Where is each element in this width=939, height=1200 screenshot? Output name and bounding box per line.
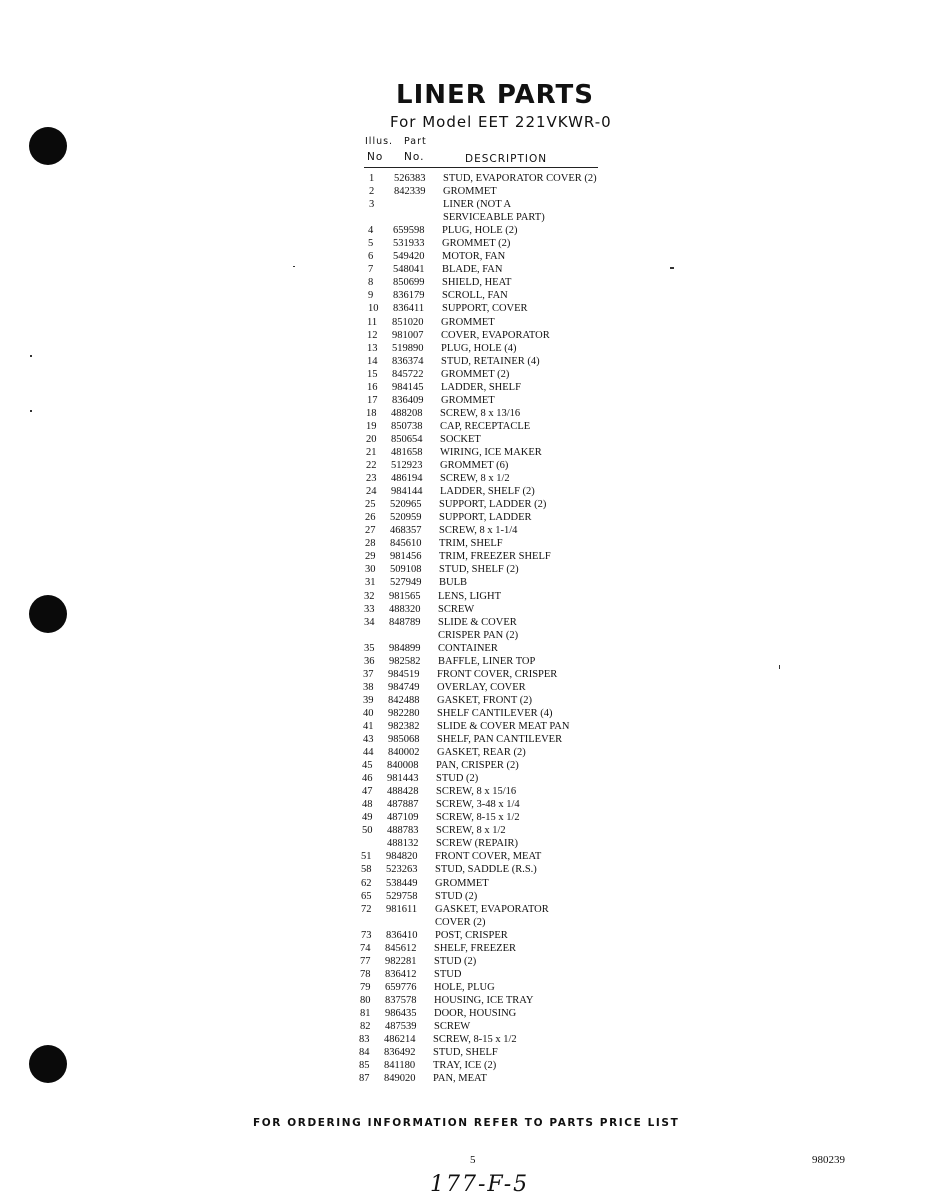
- header-illus: Illus.: [365, 136, 394, 147]
- part-description: SLIDE & COVER: [438, 616, 517, 628]
- part-number: 981565: [389, 590, 421, 602]
- illus-number: 62: [361, 877, 372, 889]
- table-row: [0, 316, 939, 329]
- part-description: MOTOR, FAN: [442, 251, 506, 263]
- table-row: [0, 198, 939, 211]
- part-description: PLUG, HOLE (4): [441, 342, 517, 354]
- table-row: [0, 433, 939, 446]
- table-row: [0, 629, 939, 642]
- illus-number: 1: [369, 173, 375, 184]
- table-row: [0, 616, 939, 629]
- ordering-footer: FOR ORDERING INFORMATION REFER TO PARTS PRICE LIST: [253, 1117, 680, 1129]
- part-description: BLADE, FAN: [442, 264, 503, 276]
- part-number: 984519: [388, 668, 420, 680]
- illus-number: 25: [365, 499, 376, 511]
- part-number: 842339: [394, 186, 426, 198]
- header-part-no: No.: [404, 151, 425, 163]
- table-row: [0, 863, 939, 876]
- table-row: [0, 694, 939, 707]
- part-description: STUD, SADDLE (R.S.): [435, 864, 537, 876]
- part-description: POST, CRISPER: [435, 929, 508, 941]
- illus-number: 5: [368, 238, 374, 250]
- illus-number: 79: [360, 981, 371, 993]
- illus-number: 21: [366, 446, 377, 458]
- table-row: [0, 550, 939, 563]
- table-row: [0, 850, 939, 863]
- part-description: GROMMET: [435, 877, 489, 889]
- table-row: [0, 276, 939, 289]
- table-row: [0, 707, 939, 720]
- header-description: DESCRIPTION: [465, 153, 548, 165]
- part-description: SHELF, PAN CANTILEVER: [437, 734, 563, 746]
- part-number: 984145: [392, 381, 424, 393]
- table-row: [0, 368, 939, 381]
- illus-number: 7: [368, 264, 374, 276]
- illus-number: 44: [363, 747, 374, 759]
- illus-number: 8: [368, 277, 374, 289]
- part-description: SOCKET: [440, 433, 481, 445]
- table-row: [0, 342, 939, 355]
- part-description: SCREW, 8-15 x 1/2: [436, 812, 520, 824]
- part-number: 982582: [389, 655, 421, 667]
- table-row: [0, 642, 939, 655]
- part-number: 842488: [388, 694, 420, 706]
- part-description: CAP, RECEPTACLE: [440, 420, 531, 432]
- part-description: FRONT COVER, CRISPER: [437, 668, 558, 680]
- illus-number: 30: [365, 564, 376, 576]
- part-description: HOUSING, ICE TRAY: [434, 994, 534, 1006]
- part-number: 538449: [386, 877, 418, 889]
- table-row: [0, 890, 939, 903]
- table-row: [0, 250, 939, 263]
- illus-number: 24: [366, 486, 377, 498]
- illus-number: 82: [360, 1021, 371, 1033]
- part-description: SCREW, 8 x 1-1/4: [439, 525, 518, 537]
- table-row: [0, 224, 939, 237]
- illus-number: 14: [367, 355, 378, 367]
- table-row: [0, 668, 939, 681]
- part-description: LENS, LIGHT: [438, 590, 501, 602]
- part-description: STUD, SHELF: [433, 1047, 498, 1059]
- table-row: [0, 981, 939, 994]
- part-description: COVER (2): [435, 916, 486, 928]
- table-row: [0, 681, 939, 694]
- illus-number: 50: [362, 825, 373, 837]
- part-number: 488208: [391, 407, 423, 419]
- table-row: [0, 394, 939, 407]
- illus-number: 46: [362, 773, 373, 785]
- illus-number: 80: [360, 994, 371, 1006]
- illus-number: 6: [368, 251, 374, 263]
- illus-number: 31: [365, 577, 376, 589]
- table-row: [0, 355, 939, 368]
- part-number: 981007: [392, 329, 424, 341]
- part-number: 981456: [390, 551, 422, 563]
- part-description: DOOR, HOUSING: [434, 1008, 517, 1019]
- part-description: SHELF, FREEZER: [434, 942, 517, 954]
- illus-number: 72: [361, 903, 372, 915]
- part-description: SHIELD, HEAT: [442, 277, 512, 289]
- illus-number: 18: [366, 407, 377, 419]
- part-description: GASKET, EVAPORATOR: [435, 903, 549, 915]
- part-number: 836179: [393, 290, 425, 302]
- handwritten-note: 177-F-5: [430, 1172, 530, 1197]
- table-row: [0, 994, 939, 1007]
- illus-number: 15: [367, 368, 378, 380]
- illus-number: 22: [366, 460, 377, 472]
- part-number: 836409: [392, 394, 424, 406]
- part-number: 836410: [386, 929, 418, 941]
- part-number: 850699: [393, 277, 425, 289]
- illus-number: 77: [360, 955, 371, 967]
- part-description: GASKET, FRONT (2): [437, 694, 532, 706]
- part-number: 982281: [385, 955, 417, 967]
- illus-number: 27: [365, 525, 376, 537]
- part-description: STUD, SHELF (2): [439, 564, 519, 576]
- part-description: SCREW, 8 x 1/2: [440, 473, 510, 485]
- part-number: 488428: [387, 786, 419, 798]
- part-number: 836492: [384, 1047, 416, 1059]
- part-description: CONTAINER: [438, 642, 498, 654]
- table-row: [0, 655, 939, 668]
- table-row: [0, 720, 939, 733]
- part-description: SCREW, 8-15 x 1/2: [433, 1034, 517, 1046]
- part-description: SCREW, 8 x 13/16: [440, 407, 521, 419]
- part-description: SUPPORT, LADDER (2): [439, 499, 547, 511]
- part-description: PAN, MEAT: [433, 1073, 487, 1085]
- table-row: [0, 1020, 939, 1033]
- part-number: 850738: [391, 420, 423, 432]
- illus-number: 10: [368, 303, 379, 315]
- part-description: STUD, RETAINER (4): [441, 355, 540, 367]
- part-number: 841180: [384, 1060, 416, 1072]
- part-description: SCREW: [438, 603, 475, 615]
- illus-number: 78: [360, 968, 371, 980]
- table-row: [0, 733, 939, 746]
- punch-hole-top: [29, 127, 67, 165]
- part-description: STUD: [434, 968, 462, 980]
- part-description: SERVICEABLE PART): [443, 212, 545, 224]
- part-description: STUD (2): [434, 955, 477, 967]
- part-description: SUPPORT, LADDER: [439, 512, 532, 524]
- part-description: COVER, EVAPORATOR: [441, 329, 550, 341]
- part-number: 519890: [392, 342, 424, 354]
- part-number: 845612: [385, 942, 417, 954]
- illus-number: 11: [367, 316, 378, 328]
- header-part: Part: [404, 136, 427, 147]
- table-row: [0, 537, 939, 550]
- part-number: 487539: [385, 1021, 417, 1033]
- part-number: 984820: [386, 851, 418, 863]
- illus-number: 41: [363, 720, 374, 732]
- table-row: [0, 472, 939, 485]
- illus-number: 29: [365, 551, 376, 563]
- part-description: CRISPER PAN (2): [438, 629, 519, 641]
- illus-number: 26: [365, 512, 376, 524]
- part-description: SCREW, 8 x 15/16: [436, 786, 517, 798]
- table-row: [0, 916, 939, 929]
- illus-number: 35: [364, 642, 375, 654]
- part-number: 845722: [392, 368, 424, 380]
- illus-number: 16: [367, 381, 378, 393]
- part-number: 529758: [386, 890, 418, 902]
- part-description: TRIM, SHELF: [439, 538, 503, 550]
- illus-number: 9: [368, 290, 374, 302]
- illus-number: 58: [361, 864, 372, 876]
- table-row: [0, 877, 939, 890]
- part-number: 984749: [388, 681, 420, 693]
- illus-number: 38: [363, 681, 374, 693]
- part-number: 848789: [389, 616, 421, 628]
- table-row: [0, 929, 939, 942]
- part-number: 850654: [391, 433, 423, 445]
- part-number: 840002: [388, 747, 420, 759]
- illus-number: 34: [364, 616, 375, 628]
- illus-number: 4: [368, 225, 374, 237]
- illus-number: 32: [364, 590, 375, 602]
- table-row: [0, 1059, 939, 1072]
- illus-number: 45: [362, 760, 373, 772]
- part-number: 984899: [389, 642, 421, 654]
- illus-number: 12: [367, 329, 378, 341]
- table-row: [0, 759, 939, 772]
- part-number: 981611: [386, 903, 418, 915]
- part-number: 520965: [390, 499, 422, 511]
- illus-number: 39: [363, 694, 374, 706]
- table-row: [0, 407, 939, 420]
- table-row: [0, 942, 939, 955]
- illus-number: 87: [359, 1073, 370, 1085]
- table-row: [0, 563, 939, 576]
- part-number: 549420: [393, 251, 425, 263]
- part-number: 982382: [388, 720, 420, 732]
- illus-number: 28: [365, 538, 376, 550]
- table-row: [0, 524, 939, 537]
- table-row: [0, 263, 939, 276]
- part-description: BULB: [439, 577, 468, 589]
- part-number: 659776: [385, 981, 417, 993]
- part-number: 982280: [388, 707, 420, 719]
- part-number: 527949: [390, 577, 422, 589]
- part-number: 981443: [387, 773, 419, 785]
- part-number: 488783: [387, 825, 419, 837]
- part-description: GROMMET (2): [441, 368, 510, 380]
- table-row: [0, 211, 939, 224]
- part-description: PAN, CRISPER (2): [436, 760, 519, 772]
- illus-number: 36: [364, 655, 375, 667]
- part-description: LADDER, SHELF (2): [440, 486, 535, 498]
- part-description: GROMMET: [443, 186, 497, 198]
- part-number: 836412: [385, 968, 417, 980]
- table-row: [0, 811, 939, 824]
- part-description: WIRING, ICE MAKER: [440, 446, 542, 458]
- part-number: 986435: [385, 1008, 417, 1019]
- illus-number: 23: [366, 473, 377, 485]
- part-number: 836374: [392, 355, 424, 367]
- part-description: SCREW, 3-48 x 1/4: [436, 799, 520, 811]
- part-number: 659598: [393, 225, 425, 237]
- part-description: SCREW (REPAIR): [436, 838, 518, 850]
- table-row: [0, 1072, 939, 1085]
- table-row: [0, 955, 939, 968]
- table-row: [0, 237, 939, 250]
- page-number: 5: [470, 1154, 476, 1166]
- table-row: [0, 511, 939, 524]
- part-description: LINER (NOT A: [443, 199, 512, 211]
- part-description: STUD (2): [436, 773, 479, 785]
- part-number: 845610: [390, 538, 422, 550]
- document-code: 980239: [812, 1154, 845, 1166]
- table-row: [0, 772, 939, 785]
- part-number: 840008: [387, 760, 419, 772]
- table-row: [0, 498, 939, 511]
- part-number: 836411: [393, 303, 425, 315]
- part-description: GROMMET: [441, 316, 495, 328]
- page-subtitle: For Model EET 221VKWR-0: [390, 113, 612, 131]
- part-description: SLIDE & COVER MEAT PAN: [437, 720, 570, 732]
- illus-number: 73: [361, 929, 372, 941]
- illus-number: 51: [361, 851, 372, 863]
- part-number: 486194: [391, 473, 423, 485]
- part-number: 486214: [384, 1034, 416, 1046]
- part-description: GROMMET (2): [442, 238, 511, 250]
- part-description: OVERLAY, COVER: [437, 681, 526, 693]
- part-number: 468357: [390, 525, 422, 537]
- part-number: 487887: [387, 799, 419, 811]
- table-row: [0, 420, 939, 433]
- part-description: SUPPORT, COVER: [442, 303, 528, 315]
- part-description: HOLE, PLUG: [434, 981, 495, 993]
- table-row: [0, 576, 939, 589]
- illus-number: 17: [367, 394, 378, 406]
- table-row: [0, 746, 939, 759]
- table-row: [0, 329, 939, 342]
- illus-number: 20: [366, 433, 377, 445]
- part-description: BAFFLE, LINER TOP: [438, 655, 536, 667]
- table-row: [0, 485, 939, 498]
- part-number: 512923: [391, 460, 423, 472]
- part-description: SCREW: [434, 1021, 471, 1033]
- illus-number: 85: [359, 1060, 370, 1072]
- illus-number: 84: [359, 1047, 370, 1059]
- part-number: 851020: [392, 316, 424, 328]
- table-row: [0, 1033, 939, 1046]
- table-row: [0, 289, 939, 302]
- part-number: 531933: [393, 238, 425, 250]
- part-number: 488132: [387, 838, 419, 850]
- illus-number: 43: [363, 734, 374, 746]
- table-row: [0, 590, 939, 603]
- part-number: 526383: [394, 173, 426, 184]
- illus-number: 2: [369, 186, 375, 198]
- illus-number: 49: [362, 812, 373, 824]
- table-row: [0, 185, 939, 198]
- table-row: [0, 381, 939, 394]
- part-description: TRAY, ICE (2): [433, 1060, 497, 1072]
- table-row: [0, 446, 939, 459]
- table-row: [0, 785, 939, 798]
- part-description: GROMMET (6): [440, 460, 509, 472]
- illus-number: 40: [363, 707, 374, 719]
- illus-number: 47: [362, 786, 373, 798]
- parts-list: [0, 172, 939, 1085]
- table-row: [0, 1007, 939, 1020]
- part-number: 548041: [393, 264, 425, 276]
- page-title: LINER PARTS: [396, 80, 594, 110]
- illus-number: 65: [361, 890, 372, 902]
- table-row: [0, 603, 939, 616]
- part-number: 481658: [391, 446, 423, 458]
- table-row: [0, 1046, 939, 1059]
- part-description: STUD (2): [435, 890, 478, 902]
- table-row: [0, 837, 939, 850]
- illus-number: 33: [364, 603, 375, 615]
- table-row: [0, 798, 939, 811]
- part-description: SCROLL, FAN: [442, 290, 508, 302]
- part-description: LADDER, SHELF: [441, 381, 521, 393]
- part-number: 523263: [386, 864, 418, 876]
- table-row: [0, 302, 939, 315]
- part-number: 488320: [389, 603, 421, 615]
- part-description: FRONT COVER, MEAT: [435, 851, 542, 863]
- part-description: SHELF CANTILEVER (4): [437, 707, 553, 719]
- part-number: 509108: [390, 564, 422, 576]
- illus-number: 3: [369, 199, 375, 211]
- illus-number: 19: [366, 420, 377, 432]
- part-number: 837578: [385, 994, 417, 1006]
- part-number: 520959: [390, 512, 422, 524]
- header-illus-no: No: [367, 151, 384, 163]
- illus-number: 37: [363, 668, 374, 680]
- part-number: 984144: [391, 486, 423, 498]
- illus-number: 13: [367, 342, 378, 354]
- part-number: 487109: [387, 812, 419, 824]
- part-description: SCREW, 8 x 1/2: [436, 825, 506, 837]
- part-description: STUD, EVAPORATOR COVER (2): [443, 173, 597, 184]
- part-number: 849020: [384, 1073, 416, 1085]
- table-row: [0, 172, 939, 185]
- part-number: 985068: [388, 734, 420, 746]
- table-row: [0, 903, 939, 916]
- part-description: TRIM, FREEZER SHELF: [439, 551, 551, 563]
- table-row: [0, 824, 939, 837]
- header-divider: [364, 167, 598, 168]
- illus-number: 74: [360, 942, 371, 954]
- table-row: [0, 459, 939, 472]
- illus-number: 83: [359, 1034, 370, 1046]
- table-row: [0, 968, 939, 981]
- part-description: PLUG, HOLE (2): [442, 225, 518, 237]
- illus-number: 48: [362, 799, 373, 811]
- part-description: GASKET, REAR (2): [437, 747, 526, 759]
- illus-number: 81: [360, 1008, 371, 1019]
- part-description: GROMMET: [441, 394, 495, 406]
